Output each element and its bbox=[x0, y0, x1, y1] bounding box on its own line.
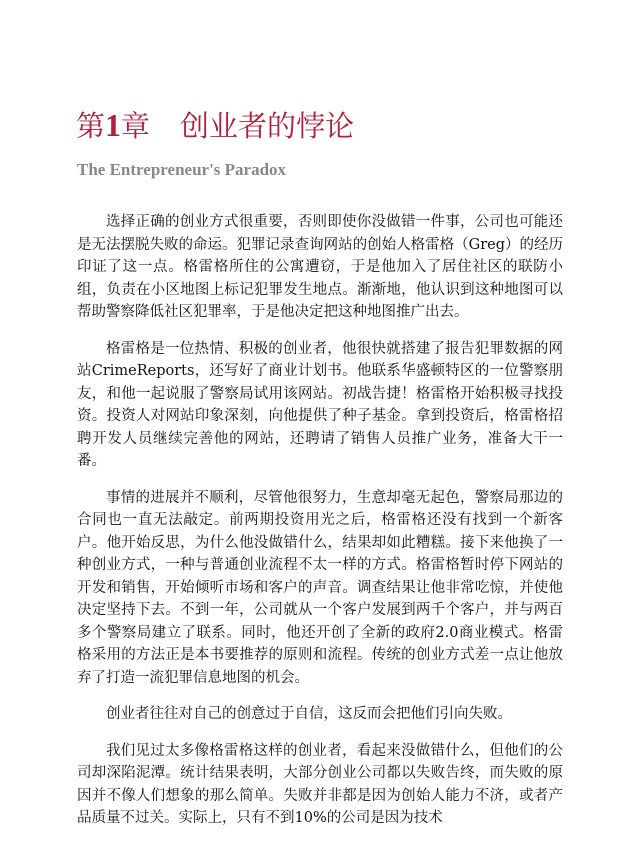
chapter-title bbox=[76, 106, 354, 144]
chapter-suffix: 章 bbox=[121, 109, 151, 143]
chapter-subtitle: The Entrepreneur's Paradox bbox=[77, 160, 287, 179]
chapter-number: 1 bbox=[105, 107, 122, 143]
paragraph-4: 创业者往往对自己的创意过于自信，这反而会把他们引向失败。 bbox=[106, 706, 512, 722]
body-text bbox=[77, 211, 563, 844]
chapter-prefix: 第 bbox=[76, 109, 106, 143]
paragraph-2: 格雷格是一位热情、积极的创业者，他很快就搭建了报告犯罪数据的网站CrimeReports，还写好了商业计划书。他联系华盛顿特区的一位警察朋友，和他一起说服了警察局试用该网站。初战告捷！格雷格开始积极寻找投资。投资人对网站印象深刻，向他提供了种子基金。拿到投资后，格雷格招聘开发人员继续完善他的网站，还聘请了销售人员推广业务，准备大干一番。 bbox=[77, 340, 563, 469]
chapter-name: 创业者的悖论 bbox=[180, 109, 355, 143]
paragraph-5: 我们见过太多像格雷格这样的创业者，看起来没做错什么，但他们的公司却深陷泥潭。统计结果表明，大部分创业公司都以失败告终，而失败的原因并不像人们想象的那么简单。失败并非都是因为创始人能力不济，或者产品质量不过关。实际上，只有不到10%的公司是因为技术 bbox=[77, 742, 563, 826]
paragraph-3: 事情的进展并不顺利，尽管他很努力，生意却毫无起色，警察局那边的合同也一直无法敲定。前两期投资用光之后，格雷格还没有找到一个新客户。他开始反思，为什么他没做错什么，结果却如此糟糕。接下来他换了一种创业方式，一种与普通创业流程不太一样的方式。格雷格暂时停下网站的开发和销售，开始倾听市场和客户的声音。调查结果让他非常吃惊，并使他决定坚持下去。不到一年，公司就从一个客户发展到两千个客户，并与两百多个警察局建立了联系。同时，他还开创了全新的政府2.0商业模式。格雷格采用的方法正是本书要推荐的原则和流程。传统的创业方式差一点让他放弃了打造一流犯罪信息地图的机会。 bbox=[77, 489, 563, 686]
paragraph-1: 选择正确的创业方式很重要，否则即使你没做错一件事，公司也可能还是无法摆脱失败的命运。犯罪记录查询网站的创始人格雷格（Greg）的经历印证了这一点。格雷格所住的公寓遭窃，于是他加入了居住社区的联防小组，负责在小区地图上标记犯罪发生地点。渐渐地，他认识到这种地图可以帮助警察降低社区犯罪率，于是他决定把这种地图推广出去。 bbox=[77, 214, 563, 320]
